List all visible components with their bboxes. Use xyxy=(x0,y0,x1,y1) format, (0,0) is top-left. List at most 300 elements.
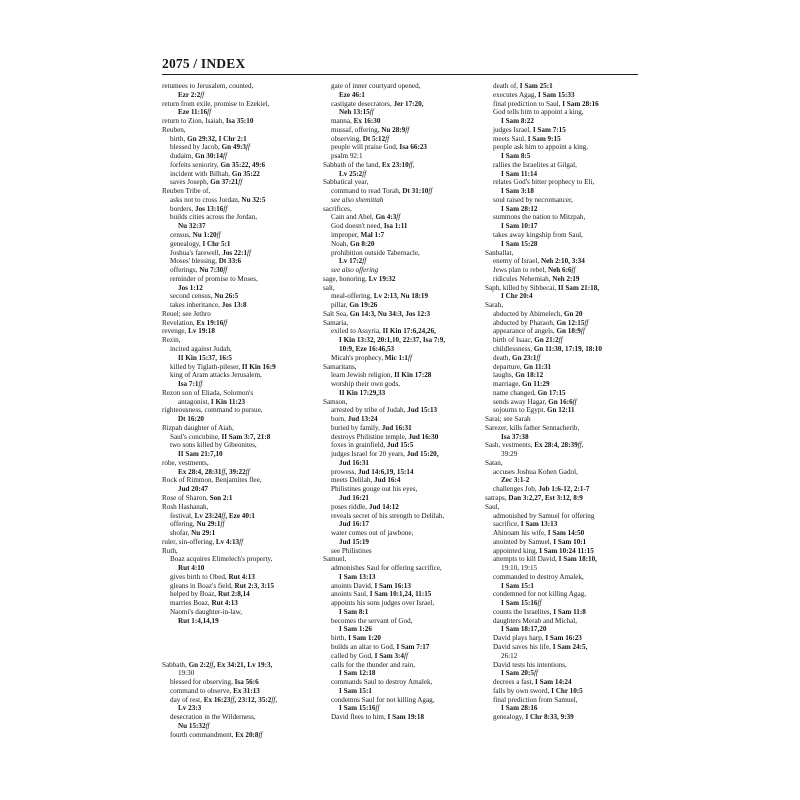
index-line xyxy=(162,512,318,521)
index-line xyxy=(323,468,479,477)
index-text: counts the Israelites, xyxy=(493,607,554,616)
index-line xyxy=(485,222,641,231)
index-line xyxy=(323,108,479,117)
index-line xyxy=(323,240,479,249)
index-reference: I Sam 25:1 xyxy=(519,82,553,90)
index-line xyxy=(485,503,641,512)
index-text: ff xyxy=(271,695,276,704)
index-text: admonished by Samuel for offering xyxy=(493,511,595,520)
index-line xyxy=(162,652,318,661)
index-text: festival, xyxy=(170,511,195,520)
index-line xyxy=(485,441,641,450)
index-reference: I Sam 10:1 xyxy=(553,537,587,546)
index-text: blessed by Jacob, xyxy=(170,143,222,152)
index-text: worship their own gods, xyxy=(331,380,401,389)
index-line xyxy=(323,485,479,494)
index-line xyxy=(162,266,318,275)
index-reference: Nu 15:32 xyxy=(178,721,206,730)
index-reference: Rut 4:13 xyxy=(228,572,255,581)
index-text: mussaf, offering, xyxy=(331,125,382,134)
index-text: ff xyxy=(258,730,263,739)
index-reference: Eze 11:16 xyxy=(178,108,208,117)
index-line xyxy=(162,704,318,713)
index-line xyxy=(162,406,318,415)
index-reference: II Kin 15:37, 16:5 xyxy=(178,353,232,362)
index-reference: Jud 16:31 xyxy=(381,423,412,432)
index-reference: I Sam 10:24 11:15 xyxy=(539,546,594,555)
index-text: ruler, sin-offering, xyxy=(162,537,216,546)
index-text: desecration in the Wilderness, xyxy=(170,713,256,722)
index-text: return from exile, promise to Ezekiel, xyxy=(162,99,270,108)
index-text: observing, xyxy=(331,134,363,143)
index-line xyxy=(162,117,318,126)
index-reference: Ex 28:4, 28:39 xyxy=(534,441,578,450)
index-text: sojourns to Egypt, xyxy=(493,406,547,415)
index-line xyxy=(485,336,641,345)
index-line xyxy=(162,722,318,731)
index-line xyxy=(485,319,641,328)
index-line xyxy=(162,459,318,468)
index-line xyxy=(485,406,641,415)
index-reference: I Kin 13:32, 20:1,10, 22:37, Isa 7:9, xyxy=(339,336,446,345)
index-line xyxy=(485,468,641,477)
index-text: ff xyxy=(221,511,226,520)
index-line xyxy=(162,284,318,293)
index-line xyxy=(162,661,318,670)
index-line xyxy=(485,450,641,459)
index-reference: Isa 7:1 xyxy=(178,380,199,389)
index-line xyxy=(323,599,479,608)
index-reference: Gn 11:29 xyxy=(521,380,550,389)
index-text: ff xyxy=(205,721,210,730)
index-reference: Neh 6:6 xyxy=(547,266,572,275)
index-reference: Gn 12:15 xyxy=(556,318,585,327)
index-reference: Jud 16:4 xyxy=(374,476,401,485)
index-line xyxy=(162,573,318,582)
index-reference: I Sam 3:18 xyxy=(501,187,534,196)
index-line xyxy=(323,178,479,187)
index-text: death of, xyxy=(493,82,520,90)
index-reference: Gn 16:6 xyxy=(548,397,573,406)
index-reference: Jud 15:20, xyxy=(406,450,439,459)
index-reference: II Sam 3:7, 21:8 xyxy=(221,432,271,441)
index-line xyxy=(162,625,318,634)
index-line xyxy=(162,529,318,538)
index-line xyxy=(162,713,318,722)
index-text: return to Zion, Isaiah, xyxy=(162,117,226,126)
index-line xyxy=(162,222,318,231)
index-text: retumees to Jerusalem, counted, xyxy=(162,82,254,90)
index-line xyxy=(162,678,318,687)
index-text: ff xyxy=(198,380,203,389)
header-rule xyxy=(162,74,638,75)
index-reference: Gn 18:9 xyxy=(556,327,581,336)
index-line xyxy=(323,406,479,415)
index-text: sends away Hagar, xyxy=(493,397,549,406)
index-line xyxy=(485,389,641,398)
index-text: sage, honoring, xyxy=(323,274,369,283)
index-line xyxy=(323,249,479,258)
index-text: Sarai; see Sarah xyxy=(485,415,531,424)
index-reference: Jos 22:1 xyxy=(222,248,248,257)
index-text: antagonist, xyxy=(178,397,211,406)
index-text: saves Joseph, xyxy=(170,178,211,187)
index-reference: Son 2:1 xyxy=(209,493,233,502)
index-text: final prediction to Saul, xyxy=(493,99,563,108)
index-reference: Jos 13:8 xyxy=(221,301,247,310)
index-reference: Ex 23:10 xyxy=(381,160,409,169)
index-line xyxy=(323,441,479,450)
index-text: Rezon son of Eliada, Solomon's xyxy=(162,388,254,397)
index-reference: Jud 14:6,19, 15:14 xyxy=(357,467,414,476)
index-text: shofar, xyxy=(170,529,192,538)
index-line xyxy=(162,634,318,643)
index-text: attempts to kill David, xyxy=(493,555,559,564)
index-line xyxy=(485,213,641,222)
index-text: people will praise God, xyxy=(331,143,400,152)
index-reference: Nu 7:30 xyxy=(199,266,224,275)
index-text: appearance of angels, xyxy=(493,327,557,336)
index-reference: Gn 30:14 xyxy=(195,152,223,161)
index-reference: II Kin 17:28 xyxy=(394,371,432,380)
index-reference: Jud 16:30 xyxy=(408,432,439,441)
index-text: righteousness, command to pursue, xyxy=(162,406,263,415)
index-text: Sarezer, kills father Sennacherib, xyxy=(485,423,580,432)
index-line xyxy=(485,599,641,608)
index-text: incited against Judah, xyxy=(170,344,232,353)
index-text: incident with Bilhah, xyxy=(170,169,232,178)
index-reference: Mic 1:1 xyxy=(384,353,408,362)
index-reference: I Sam 18:10, xyxy=(558,555,597,564)
index-reference: Gn 17:15 xyxy=(537,388,566,397)
index-line xyxy=(162,555,318,564)
index-text: calls for the thunder and rain, xyxy=(331,660,416,669)
index-text: executes Agag, xyxy=(493,90,539,99)
index-text: ff xyxy=(222,152,227,161)
index-reference: I Sam 16:13 xyxy=(374,581,411,590)
index-reference: I Sam 16:23 xyxy=(545,634,582,643)
index-reference: Lv 4:13 xyxy=(215,537,240,546)
index-text: pillar, xyxy=(331,301,350,310)
index-line xyxy=(323,213,479,222)
index-line xyxy=(162,161,318,170)
index-line xyxy=(485,415,641,424)
index-line xyxy=(162,231,318,240)
index-line xyxy=(162,538,318,547)
index-text: Sarah, xyxy=(485,301,504,310)
index-line xyxy=(162,345,318,354)
index-line xyxy=(485,459,641,468)
index-line xyxy=(485,143,641,152)
index-reference: Neh 2:10, 3:34 xyxy=(540,257,585,266)
index-text: salt, xyxy=(323,283,335,292)
index-line xyxy=(485,301,641,310)
index-line xyxy=(485,178,641,187)
index-text: Joshua's farewell, xyxy=(170,248,223,257)
index-line xyxy=(485,284,641,293)
index-reference: Jud 16:31 xyxy=(339,458,369,467)
index-reference: I Sam 28:12 xyxy=(501,204,538,213)
index-reference: Lv 23:24 xyxy=(194,511,222,520)
index-line xyxy=(485,433,641,442)
index-text: Ahinoam his wife, xyxy=(493,529,548,538)
index-line xyxy=(323,538,479,547)
index-text: Jews plan to rebel, xyxy=(493,266,548,275)
index-text: daughters Merab and Michal, xyxy=(493,616,578,625)
index-reference: I Sam 11:14 xyxy=(501,169,538,178)
index-text: prowess, xyxy=(331,467,358,476)
index-reference: I Sam 13:13 xyxy=(339,572,376,581)
index-text: Naomi's daughter-in-law, xyxy=(170,607,243,616)
index-line xyxy=(162,599,318,608)
index-line xyxy=(162,520,318,529)
index-line xyxy=(485,240,641,249)
index-reference: Rut 2:8,14 xyxy=(218,590,250,599)
index-line xyxy=(162,441,318,450)
index-text: Salt Sea, xyxy=(323,309,350,318)
index-line xyxy=(485,398,641,407)
index-text: blessed for observing, xyxy=(170,678,235,687)
index-line xyxy=(323,117,479,126)
index-line xyxy=(162,669,318,678)
index-reference: Ex 20:8 xyxy=(235,730,259,739)
index-line xyxy=(485,617,641,626)
index-reference: I Sam 14:24 xyxy=(535,678,572,687)
index-text: day of rest, xyxy=(170,695,204,704)
index-line xyxy=(323,494,479,503)
index-line xyxy=(485,363,641,372)
index-text: ff xyxy=(428,187,433,196)
index-reference: Isa 66:23 xyxy=(399,143,427,152)
index-text: ff xyxy=(571,266,576,275)
index-text: childlessness, xyxy=(493,344,534,353)
index-line xyxy=(162,363,318,372)
index-line xyxy=(485,687,641,696)
index-text: Rezin, xyxy=(162,336,181,345)
index-reference: Dt 16:20 xyxy=(178,415,204,424)
index-line xyxy=(162,468,318,477)
index-line xyxy=(162,371,318,380)
index-reference: I Sam 10:17 xyxy=(501,222,538,231)
index-text: God doesn't need, xyxy=(331,222,384,231)
index-reference: I Sam 18:17,20 xyxy=(501,625,547,634)
index-text: meets Delilah, xyxy=(331,476,375,485)
index-text: Sabbath of the land, xyxy=(323,160,382,169)
index-reference: I Sam 8:22 xyxy=(501,117,534,126)
index-line xyxy=(485,249,641,258)
index-text: ff xyxy=(369,108,374,117)
index-line xyxy=(323,503,479,512)
index-line xyxy=(323,257,479,266)
index-reference: Gn 23:1 xyxy=(512,353,537,362)
index-text: ff xyxy=(247,248,252,257)
index-reference: Jud 16:17 xyxy=(339,520,369,529)
index-line xyxy=(162,100,318,109)
index-line xyxy=(485,652,641,661)
index-reference: Rut 1:4,14,19 xyxy=(178,616,219,625)
index-text: David plays harp, xyxy=(493,634,546,643)
index-text: builds an altar to God, xyxy=(331,643,397,651)
index-reference: Nu 28:9 xyxy=(381,125,406,134)
index-text: relates God's bitter prophecy to Eli, xyxy=(493,178,595,187)
index-text: condemned for not killing Agag, xyxy=(493,590,587,599)
index-text: see also offering xyxy=(331,266,379,275)
index-text: reveals secret of his strength to Delilah, xyxy=(331,511,445,520)
index-line xyxy=(485,108,641,117)
index-line xyxy=(323,643,479,652)
index-line xyxy=(485,494,641,503)
index-reference: I Sam 19:18 xyxy=(387,713,425,722)
index-text: ff xyxy=(584,318,589,327)
index-text: water comes out of jawbone, xyxy=(331,529,414,538)
index-line xyxy=(162,389,318,398)
index-reference: Jer 17:20, xyxy=(393,99,424,108)
index-reference: I Sam 1:26 xyxy=(339,625,372,634)
index-reference: Eze 46:1 xyxy=(339,90,365,99)
index-line xyxy=(485,327,641,336)
index-text: Noah, xyxy=(331,239,351,248)
index-reference: Gn 49:3 xyxy=(221,143,246,152)
index-reference: Ex 28:4, 28:31 xyxy=(178,467,222,476)
index-line xyxy=(485,555,641,564)
index-text: appoints his sons judges over Israel, xyxy=(331,599,435,608)
index-text: improper, xyxy=(331,231,361,240)
index-line xyxy=(485,257,641,266)
index-text: Sanballat, xyxy=(485,248,514,257)
index-reference: Dan 3:2,27, Est 3:12, 8:9 xyxy=(508,493,583,502)
index-text: prohibition outside Tabernacle, xyxy=(331,248,420,257)
index-text: 39:29 xyxy=(501,450,518,459)
index-text: anoints David, xyxy=(331,581,375,590)
index-reference: Zec 3:1-2 xyxy=(501,476,530,485)
index-line xyxy=(485,424,641,433)
index-text: birth, xyxy=(170,134,188,143)
index-text: census, xyxy=(170,231,193,240)
index-text: psalm 92:1 xyxy=(331,152,363,161)
index-line xyxy=(323,547,479,556)
index-reference: Jud 16:21 xyxy=(339,493,369,502)
index-reference: Rut 4:10 xyxy=(178,564,205,573)
index-text: abducted by Pharaoh, xyxy=(493,318,557,327)
index-text: ff xyxy=(200,90,205,99)
index-text: sacrifices, xyxy=(323,204,352,213)
index-text: ff xyxy=(221,467,226,476)
index-text: ff xyxy=(537,599,542,608)
index-text: marries Boaz, xyxy=(170,599,212,608)
index-line xyxy=(323,170,479,179)
index-text: learn Jewish religion, xyxy=(331,371,395,380)
index-line xyxy=(323,187,479,196)
index-line xyxy=(162,205,318,214)
index-line xyxy=(162,91,318,100)
index-line xyxy=(323,135,479,144)
index-reference: Jud 20:47 xyxy=(178,485,208,494)
index-reference: Lv 17:2 xyxy=(339,257,363,266)
index-reference: I Sam 15:16 xyxy=(501,599,538,608)
index-line xyxy=(323,284,479,293)
index-line xyxy=(323,424,479,433)
index-text: Revelation, xyxy=(162,318,197,327)
index-text: David saves his life, xyxy=(493,643,553,651)
index-reference: Jud 15:5 xyxy=(386,441,414,450)
index-line xyxy=(485,625,641,634)
index-line xyxy=(323,389,479,398)
index-text: second census, xyxy=(170,292,215,301)
index-text: becomes the servant of God, xyxy=(331,616,413,625)
index-text: ff xyxy=(408,160,413,169)
index-reference: Ex 16:30 xyxy=(353,117,381,126)
index-line xyxy=(485,231,641,240)
index-line xyxy=(162,108,318,117)
index-text: sacrifice, xyxy=(493,520,521,529)
index-reference: Gn 11:30, 17:19, 18:10 xyxy=(533,344,602,353)
index-line xyxy=(323,634,479,643)
index-line xyxy=(323,82,479,91)
index-reference: Gn 21:2 xyxy=(534,336,559,345)
index-line xyxy=(323,380,479,389)
index-line xyxy=(323,354,479,363)
index-line xyxy=(323,415,479,424)
index-text: ff xyxy=(375,704,380,713)
index-text: Micah's prophecy, xyxy=(331,353,385,362)
index-reference: , 23:12, 35:2 xyxy=(234,695,272,704)
index-reference: Dt 5:12 xyxy=(362,134,386,143)
index-text: Sash, vestments, xyxy=(485,441,535,450)
index-text: Saul's concubine, xyxy=(170,432,222,441)
index-text: arrested by tribe of Judah, xyxy=(331,406,408,415)
index-text: castigate desecrators, xyxy=(331,99,394,108)
index-text: ff xyxy=(577,441,582,450)
index-reference: I Sam 28:16 xyxy=(501,704,538,713)
index-text: ff xyxy=(572,397,577,406)
index-line xyxy=(162,319,318,328)
index-text: genealogy, xyxy=(170,239,203,248)
index-text: meal-offering, xyxy=(331,292,374,301)
index-text: commanded to destroy Amalek, xyxy=(493,572,584,581)
index-reference: I Sam 10:1,24, 11:15 xyxy=(369,590,432,599)
index-line xyxy=(323,100,479,109)
index-line xyxy=(485,661,641,670)
index-text: appointed king, xyxy=(493,546,540,555)
index-reference: Dt 33:6 xyxy=(218,257,242,266)
index-reference: I Sam 9:15 xyxy=(527,134,561,143)
index-reference: Nu 32:37 xyxy=(178,222,206,231)
index-text: takes away kingship from Saul, xyxy=(493,231,583,240)
index-text: command to observe, xyxy=(170,686,234,695)
index-reference: Gn 4:3 xyxy=(375,213,397,222)
index-text: laughs, xyxy=(493,371,516,380)
index-text: born, xyxy=(331,415,348,424)
index-line xyxy=(323,231,479,240)
index-text: builds cities across the Jordan, xyxy=(170,213,258,222)
index-text: gleans in Boaz's field, xyxy=(170,581,235,590)
index-text: ff xyxy=(207,108,212,117)
index-text: 26:12 xyxy=(501,651,518,660)
index-reference: Nu 29:1 xyxy=(191,529,216,538)
index-line xyxy=(323,126,479,135)
index-line xyxy=(162,336,318,345)
index-text: fourth commandment, xyxy=(170,730,236,739)
index-line xyxy=(162,485,318,494)
index-line xyxy=(162,143,318,152)
index-text: Reuben Tribe of, xyxy=(162,187,211,196)
index-reference: II Kin 17:29,33 xyxy=(339,388,386,397)
index-text: offering, xyxy=(170,520,197,529)
index-text: ff xyxy=(245,467,250,476)
index-text: Rock of Rimmon, Benjamites flee, xyxy=(162,476,262,485)
index-reference: Isa 56:6 xyxy=(234,678,259,687)
index-reference: Isa 37:38 xyxy=(501,432,529,441)
